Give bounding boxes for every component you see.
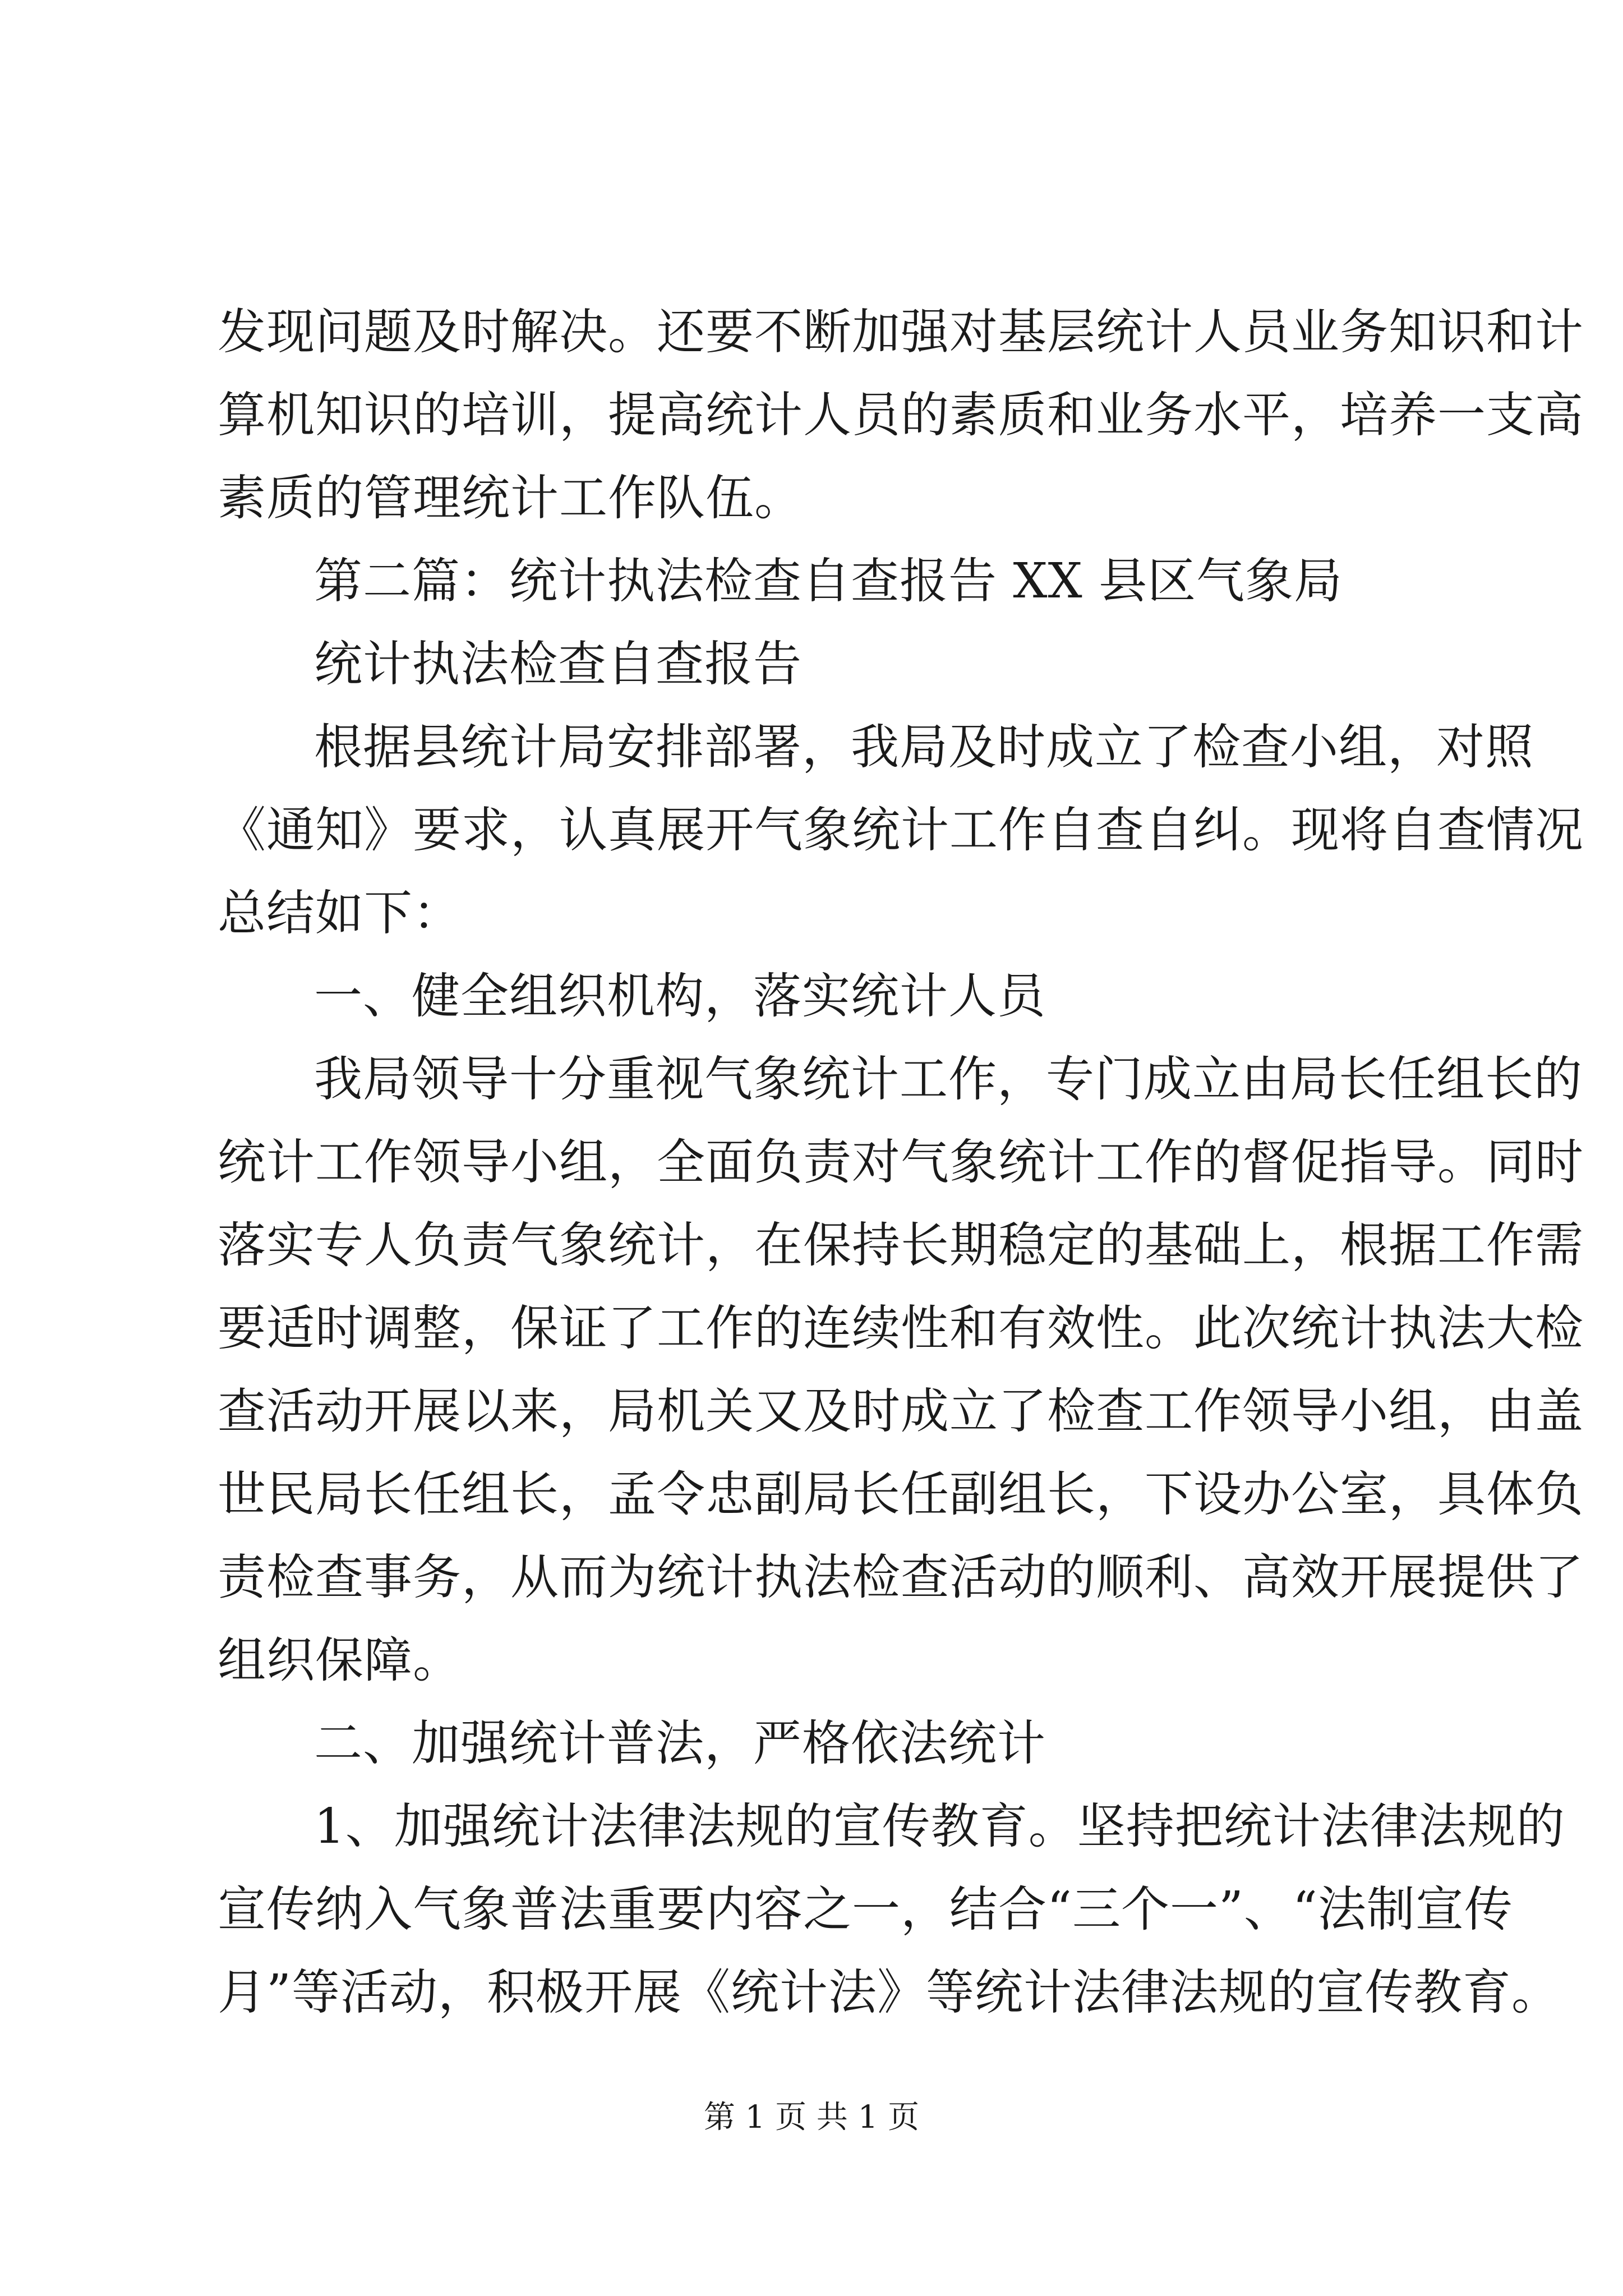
body-line: 世民局长任组长，孟令忠副局长任副组长，下设办公室，具体负 xyxy=(218,1466,1584,1522)
body-line: 总结如下： xyxy=(218,885,462,941)
body-line: 月”等活动，积极开展《统计法》等统计法律法规的宣传教育。 xyxy=(218,1964,1560,2021)
body-line: 组织保障。 xyxy=(218,1632,462,1688)
body-line: 《通知》要求，认真展开气象统计工作自查自纠。现将自查情况 xyxy=(218,802,1584,858)
body-line: 算机知识的培训，提高统计人员的素质和业务水平，培养一支高 xyxy=(218,387,1584,443)
body-line: 责检查事务，从而为统计执法检查活动的顺利、高效开展提供了 xyxy=(218,1549,1584,1605)
page-footer xyxy=(0,2095,1623,2140)
body-line: 我局领导十分重视气象统计工作，专门成立由局长任组长的 xyxy=(314,1051,1583,1107)
body-line: 发现问题及时解决。还要不断加强对基层统计人员业务知识和计 xyxy=(218,304,1584,360)
document-body xyxy=(218,291,1584,2034)
body-line: 1、加强统计法律法规的宣传教育。坚持把统计法律法规的 xyxy=(314,1798,1565,1855)
page-number-label: 第 1 页 共 1 页 xyxy=(703,2099,920,2136)
section-heading-1: 一、健全组织机构，落实统计人员 xyxy=(314,968,1046,1024)
body-line: 宣传纳入气象普法重要内容之一，结合“三个一”、“法制宣传 xyxy=(218,1881,1513,1938)
body-line: 要适时调整，保证了工作的连续性和有效性。此次统计执法大检 xyxy=(218,1300,1584,1356)
body-line: 落实专人负责气象统计，在保持长期稳定的基础上，根据工作需 xyxy=(218,1217,1584,1273)
body-line: 素质的管理统计工作队伍。 xyxy=(218,470,803,526)
body-line: 根据县统计局安排部署，我局及时成立了检查小组，对照 xyxy=(314,719,1534,775)
body-line: 统计工作领导小组，全面负责对气象统计工作的督促指导。同时 xyxy=(218,1134,1584,1190)
section-heading-second-article: 第二篇：统计执法检查自查报告 XX 县区气象局 xyxy=(314,553,1343,609)
section-heading-2: 二、加强统计普法，严格依法统计 xyxy=(314,1715,1046,1772)
body-line: 查活动开展以来，局机关又及时成立了检查工作领导小组，由盖 xyxy=(218,1383,1584,1439)
report-title: 统计执法检查自查报告 xyxy=(314,636,802,692)
